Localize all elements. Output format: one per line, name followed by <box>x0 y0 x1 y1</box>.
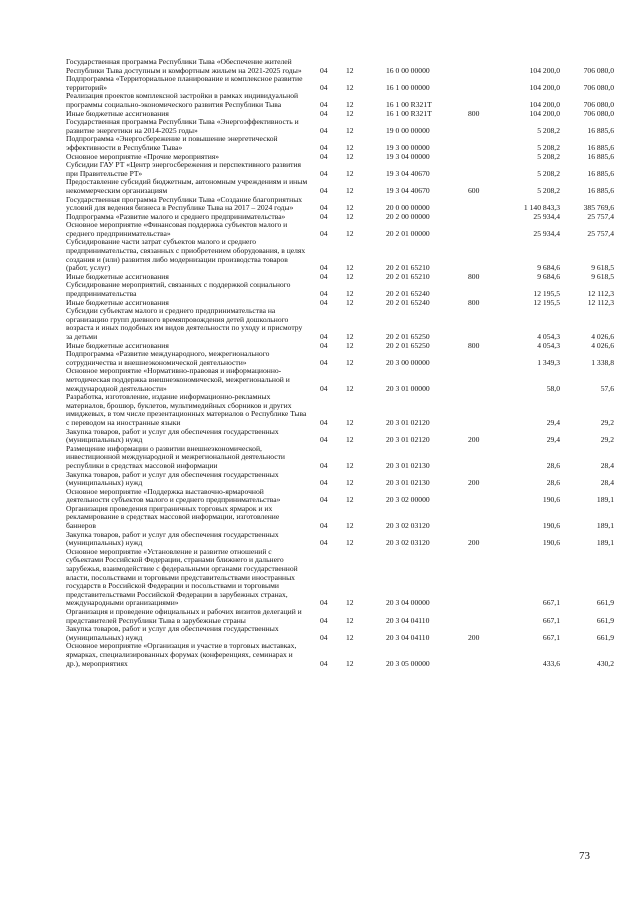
amount-year-2: 16 885,6 <box>587 168 614 178</box>
section-code: 04 <box>320 263 328 273</box>
row-name: Основное мероприятие «Нормативно-правовая и информационно-методическая поддержка внешнеэкономической, межрегиональной и международной деятельности» <box>66 366 290 393</box>
expense-type-code <box>468 281 498 298</box>
subsection-code: 12 <box>346 383 354 393</box>
subsection-code: 12 <box>346 82 354 92</box>
target-article-code: 20 3 00 00000 <box>386 357 430 367</box>
amount-year-2: 29,2 <box>600 417 614 427</box>
section-code: 04 <box>320 521 328 531</box>
expense-type-code <box>468 75 498 92</box>
section-code: 04 <box>320 108 328 118</box>
subsection-code: 12 <box>346 185 354 195</box>
section-code: 04 <box>320 478 328 488</box>
target-article-code: 20 3 01 02120 <box>386 435 430 445</box>
amount-year-2: 189,1 <box>596 495 614 505</box>
section-code: 04 <box>320 495 328 505</box>
row-name: Иные бюджетные ассигнования <box>66 108 169 118</box>
table-row <box>66 531 614 548</box>
section-code: 04 <box>320 151 328 161</box>
row-name: Государственная программа Республики Тыва «Энергоэффективность и развитие энергетики на 2014-2025 годы» <box>66 117 299 135</box>
amount-year-1: 5 208,2 <box>537 125 560 135</box>
amount-year-1: 12 195,5 <box>533 297 560 307</box>
subsection-code: 12 <box>346 65 354 75</box>
target-article-code: 16 0 00 00000 <box>386 65 430 75</box>
expense-type-code <box>468 548 498 608</box>
amount-year-1: 58,0 <box>546 383 560 393</box>
subsection-code: 12 <box>346 211 354 221</box>
subsection-code: 12 <box>346 142 354 152</box>
amount-year-2: 9 618,5 <box>591 263 614 273</box>
section-code: 04 <box>320 99 328 109</box>
table-row <box>66 471 614 488</box>
expense-type-code <box>468 307 498 341</box>
amount-year-2: 189,1 <box>596 521 614 531</box>
subsection-code: 12 <box>346 168 354 178</box>
expense-type-code: 200 <box>468 632 480 642</box>
expense-type-code <box>468 92 498 109</box>
target-article-code: 20 2 01 65240 <box>386 297 430 307</box>
target-article-code: 19 0 00 00000 <box>386 125 430 135</box>
amount-year-2: 57,6 <box>600 383 614 393</box>
table-row <box>66 548 614 608</box>
subsection-code: 12 <box>346 615 354 625</box>
expense-type-code <box>468 393 498 427</box>
table-row <box>66 642 614 668</box>
amount-year-2: 1 338,8 <box>591 357 614 367</box>
table-row <box>66 367 614 393</box>
target-article-code: 20 3 01 02130 <box>386 460 430 470</box>
row-name: Основное мероприятие «Поддержка выставочно-ярмарочной деятельности субъектов малого и среднего предпринимательства» <box>66 486 281 505</box>
amount-year-1: 5 208,2 <box>537 151 560 161</box>
section-code: 04 <box>320 632 328 642</box>
expense-type-code <box>468 213 498 222</box>
subsection-code: 12 <box>346 125 354 135</box>
section-code: 04 <box>320 435 328 445</box>
section-code: 04 <box>320 228 328 238</box>
subsection-code: 12 <box>346 632 354 642</box>
table-row <box>66 75 614 92</box>
section-code: 04 <box>320 297 328 307</box>
target-article-code: 20 3 02 03120 <box>386 538 430 548</box>
target-article-code: 20 2 01 00000 <box>386 228 430 238</box>
amount-year-2: 25 757,4 <box>587 211 614 221</box>
target-article-code: 20 0 00 00000 <box>386 203 430 213</box>
target-article-code: 20 3 02 03120 <box>386 521 430 531</box>
amount-year-2: 12 112,3 <box>587 297 614 307</box>
amount-year-2: 12 112,3 <box>587 289 614 299</box>
row-name: Реализация проектов комплексной застройки в рамках индивидуальной программы социально-экономического развития Республики Тыва <box>66 91 299 109</box>
section-code: 04 <box>320 598 328 608</box>
amount-year-1: 104 200,0 <box>529 108 560 118</box>
row-name: Иные бюджетные ассигнования <box>66 297 169 307</box>
expense-type-code <box>468 238 498 272</box>
target-article-code: 20 2 01 65210 <box>386 263 430 273</box>
table-row <box>66 58 614 75</box>
section-code: 04 <box>320 203 328 213</box>
subsection-code: 12 <box>346 598 354 608</box>
expense-type-code: 200 <box>468 435 480 445</box>
section-code: 04 <box>320 538 328 548</box>
expense-type-code <box>468 221 498 238</box>
target-article-code: 20 3 01 02120 <box>386 417 430 427</box>
amount-year-1: 29,4 <box>546 435 560 445</box>
amount-year-1: 190,6 <box>542 538 560 548</box>
amount-year-2: 189,1 <box>596 538 614 548</box>
amount-year-2: 706 080,0 <box>583 99 614 109</box>
expense-type-code <box>468 505 498 531</box>
subsection-code: 12 <box>346 289 354 299</box>
amount-year-2: 385 769,6 <box>583 203 614 213</box>
amount-year-2: 16 885,6 <box>587 185 614 195</box>
subsection-code: 12 <box>346 263 354 273</box>
amount-year-1: 667,1 <box>542 632 560 642</box>
amount-year-1: 104 200,0 <box>529 65 560 75</box>
amount-year-1: 1 349,3 <box>537 357 560 367</box>
subsection-code: 12 <box>346 108 354 118</box>
amount-year-1: 12 195,5 <box>533 289 560 299</box>
subsection-code: 12 <box>346 297 354 307</box>
amount-year-2: 25 757,4 <box>587 228 614 238</box>
expense-type-code <box>468 367 498 393</box>
amount-year-2: 16 885,6 <box>587 142 614 152</box>
table-row <box>66 281 614 298</box>
expense-type-code <box>468 445 498 471</box>
amount-year-2: 430,2 <box>596 658 614 668</box>
amount-year-2: 661,9 <box>596 632 614 642</box>
subsection-code: 12 <box>346 521 354 531</box>
subsection-code: 12 <box>346 538 354 548</box>
section-code: 04 <box>320 142 328 152</box>
table-row <box>66 92 614 109</box>
section-code: 04 <box>320 289 328 299</box>
subsection-code: 12 <box>346 271 354 281</box>
subsection-code: 12 <box>346 460 354 470</box>
section-code: 04 <box>320 65 328 75</box>
subsection-code: 12 <box>346 228 354 238</box>
target-article-code: 20 3 01 00000 <box>386 383 430 393</box>
target-article-code: 20 2 01 65250 <box>386 332 430 341</box>
amount-year-1: 5 208,2 <box>537 185 560 195</box>
row-name: Подпрограмма «Развитие малого и среднего предпринимательства» <box>66 211 286 221</box>
amount-year-1: 9 684,6 <box>537 263 560 273</box>
row-name: Иные бюджетные ассигнования <box>66 271 169 281</box>
row-name: Государственная программа Республики Тыва «Обеспечение жителей Республики Тыва доступным и комфортным жильем на 2021-2025 годы» <box>66 57 302 75</box>
table-row <box>66 428 614 445</box>
table-row <box>66 118 614 135</box>
row-name: Закупка товаров, работ и услуг для обеспечения государственных (муниципальных) нужд <box>66 529 279 548</box>
expense-type-code <box>468 642 498 668</box>
amount-year-1: 104 200,0 <box>529 99 560 109</box>
section-code: 04 <box>320 185 328 195</box>
row-name: Закупка товаров, работ и услуг для обеспечения государственных (муниципальных) нужд <box>66 469 279 488</box>
row-name: Субсидирование мероприятий, связанных с поддержкой социального предпринимательства <box>66 280 291 299</box>
amount-year-1: 667,1 <box>542 598 560 608</box>
target-article-code: 20 3 05 00000 <box>386 658 430 668</box>
target-article-code: 16 1 00 R321T <box>386 108 432 118</box>
subsection-code: 12 <box>346 357 354 367</box>
expense-type-code <box>468 196 498 213</box>
target-article-code: 16 1 00 R321T <box>386 99 432 109</box>
subsection-code: 12 <box>346 340 354 350</box>
target-article-code: 20 2 00 00000 <box>386 211 430 221</box>
row-name: Организация и проведение официальных и рабочих визитов делегаций и представителей Республики Тыва в зарубежные страны <box>66 607 302 625</box>
amount-year-2: 16 885,6 <box>587 151 614 161</box>
target-article-code: 20 3 04 04110 <box>386 615 430 625</box>
amount-year-2: 706 080,0 <box>583 82 614 92</box>
subsection-code: 12 <box>346 478 354 488</box>
section-code: 04 <box>320 383 328 393</box>
budget-table <box>66 58 614 668</box>
row-name: Размещение информации о развитии внешнеэкономической, инвестиционной международной и межрегиональной деятельности республики в средствах массовой информации <box>66 443 285 470</box>
row-name: Закупка товаров, работ и услуг для обеспечения государственных (муниципальных) нужд <box>66 426 279 445</box>
expense-type-code <box>468 350 498 367</box>
table-row <box>66 161 614 178</box>
section-code: 04 <box>320 340 328 350</box>
row-name: Субсидирование части затрат субъектов малого и среднего предпринимательства, связанных с приобретением оборудования, в целях создания и (или) развития либо модернизации производства товаров (работ, услуг) <box>66 237 306 273</box>
row-name: Основное мероприятие «Финансовая поддержка субъектов малого и среднего предпринимательства» <box>66 220 288 238</box>
amount-year-1: 5 208,2 <box>537 142 560 152</box>
row-name: Предоставление субсидий бюджетным, автономным учреждениям и иным некоммерческим организациям <box>66 177 308 195</box>
amount-year-1: 28,6 <box>546 478 560 488</box>
row-name: Подпрограмма «Развитие международного, межрегионального сотрудничества и внешнеэкономической деятельности» <box>66 349 270 367</box>
expense-type-code: 200 <box>468 538 480 548</box>
amount-year-2: 9 618,5 <box>591 271 614 281</box>
expense-type-code: 800 <box>468 340 480 350</box>
row-name: Субсидии ГАУ РТ «Центр энергосбережения и перспективного развития при Правительстве РТ» <box>66 160 302 178</box>
table-row <box>66 488 614 505</box>
page-number: 73 <box>579 850 590 862</box>
section-code: 04 <box>320 211 328 221</box>
target-article-code: 16 1 00 00000 <box>386 82 430 92</box>
target-article-code: 19 3 04 40670 <box>386 185 430 195</box>
amount-year-1: 4 054,3 <box>537 340 560 350</box>
amount-year-2: 29,2 <box>600 435 614 445</box>
row-name: Основное мероприятие «Прочие мероприятия» <box>66 151 220 161</box>
section-code: 04 <box>320 460 328 470</box>
table-row <box>66 196 614 213</box>
section-code: 04 <box>320 332 328 341</box>
target-article-code: 20 3 01 02130 <box>386 478 430 488</box>
row-name: Основное мероприятие «Установление и развитие отношений с субъектами Российской Федерации, странами ближнего и дальнего зарубежья, взаимодействие с федеральными органами государственной власти, посольствами и торговыми представительствами иностранных государств в Российской Федерации и посольствами и торговыми представительствами Российской Федерации в зарубежных странах, международными организациями» <box>66 546 298 608</box>
expense-type-code <box>468 608 498 625</box>
section-code: 04 <box>320 658 328 668</box>
amount-year-1: 1 140 843,3 <box>523 203 560 213</box>
row-name: Основное мероприятие «Организация и участие в торговых выставках, ярмарках, специализированных форумах (конференциях, семинарах и др.), мероприятиях <box>66 641 297 668</box>
table-row <box>66 135 614 152</box>
expense-type-code <box>468 135 498 152</box>
subsection-code: 12 <box>346 495 354 505</box>
expense-type-code <box>468 161 498 178</box>
target-article-code: 20 3 02 00000 <box>386 495 430 505</box>
amount-year-1: 25 934,4 <box>533 228 560 238</box>
subsection-code: 12 <box>346 151 354 161</box>
amount-year-1: 190,6 <box>542 495 560 505</box>
amount-year-1: 4 054,3 <box>537 332 560 341</box>
subsection-code: 12 <box>346 435 354 445</box>
expense-type-code: 600 <box>468 185 480 195</box>
subsection-code: 12 <box>346 658 354 668</box>
table-row <box>66 350 614 367</box>
table-row <box>66 625 614 642</box>
row-name: Организация проведения приграничных торговых ярмарок и их рекламирование в средствах массовой информации, изготовление баннеров <box>66 503 280 531</box>
amount-year-1: 190,6 <box>542 521 560 531</box>
target-article-code: 20 2 01 65240 <box>386 289 430 299</box>
amount-year-1: 28,6 <box>546 460 560 470</box>
amount-year-1: 29,4 <box>546 417 560 427</box>
subsection-code: 12 <box>346 203 354 213</box>
table-row <box>66 307 614 341</box>
table-row <box>66 608 614 625</box>
target-article-code: 20 2 01 65210 <box>386 271 430 281</box>
amount-year-1: 433,6 <box>542 658 560 668</box>
amount-year-1: 104 200,0 <box>529 82 560 92</box>
expense-type-code <box>468 153 498 162</box>
target-article-code: 20 3 04 00000 <box>386 598 430 608</box>
subsection-code: 12 <box>346 99 354 109</box>
table-row <box>66 393 614 427</box>
amount-year-2: 16 885,6 <box>587 125 614 135</box>
row-name: Подпрограмма «Территориальное планирование и комплексное развитие территорий» <box>66 74 303 92</box>
expense-type-code: 800 <box>468 297 480 307</box>
amount-year-1: 25 934,4 <box>533 211 560 221</box>
target-article-code: 20 2 01 65250 <box>386 340 430 350</box>
amount-year-2: 28,4 <box>600 478 614 488</box>
amount-year-2: 28,4 <box>600 460 614 470</box>
row-name: Государственная программа Республики Тыва «Создание благоприятных условий для ведения бизнеса в Республике Тыва на 2017 – 2024 годы» <box>66 194 303 213</box>
amount-year-1: 5 208,2 <box>537 168 560 178</box>
expense-type-code: 200 <box>468 478 480 488</box>
expense-type-code <box>468 488 498 505</box>
table-row <box>66 238 614 272</box>
table-row <box>66 178 614 195</box>
expense-type-code: 800 <box>468 271 480 281</box>
table-row <box>66 505 614 531</box>
budget-table-body <box>66 58 614 668</box>
row-name: Подпрограмма «Энергосбережение и повышение энергетической эффективности в Республике Тыва» <box>66 134 278 152</box>
section-code: 04 <box>320 417 328 427</box>
amount-year-2: 4 026,6 <box>591 340 614 350</box>
section-code: 04 <box>320 271 328 281</box>
section-code: 04 <box>320 357 328 367</box>
row-name: Закупка товаров, работ и услуг для обеспечения государственных (муниципальных) нужд <box>66 624 279 642</box>
amount-year-2: 4 026,6 <box>591 332 614 341</box>
target-article-code: 19 3 04 40670 <box>386 168 430 178</box>
amount-year-2: 661,9 <box>596 598 614 608</box>
expense-type-code <box>468 118 498 135</box>
amount-year-2: 706 080,0 <box>583 65 614 75</box>
amount-year-2: 661,9 <box>596 615 614 625</box>
expense-type-code <box>468 58 498 75</box>
row-name: Субсидии субъектам малого и среднего предпринимательства на организацию групп дневного времяпровождения детей дошкольного возраста и иных подобных им видов деятельности по уходу и присмотру за детьми <box>66 306 303 341</box>
expense-type-code: 800 <box>468 108 480 118</box>
section-code: 04 <box>320 615 328 625</box>
table-row <box>66 445 614 471</box>
target-article-code: 20 3 04 04110 <box>386 632 430 642</box>
section-code: 04 <box>320 82 328 92</box>
amount-year-1: 667,1 <box>542 615 560 625</box>
subsection-code: 12 <box>346 332 354 341</box>
table-row <box>66 221 614 238</box>
subsection-code: 12 <box>346 417 354 427</box>
amount-year-1: 9 684,6 <box>537 271 560 281</box>
amount-year-2: 706 080,0 <box>583 108 614 118</box>
section-code: 04 <box>320 168 328 178</box>
target-article-code: 19 3 04 00000 <box>386 151 430 161</box>
section-code: 04 <box>320 125 328 135</box>
row-name: Иные бюджетные ассигнования <box>66 340 169 350</box>
target-article-code: 19 3 00 00000 <box>386 142 430 152</box>
row-name: Разработка, изготовление, издание информационно-рекламных материалов, брошюр, буклетов, мультимедийных сборников и других имиджевых, в том числе презентационных материалов о Республике Тыва с переводом на иностранные языки <box>66 392 307 427</box>
